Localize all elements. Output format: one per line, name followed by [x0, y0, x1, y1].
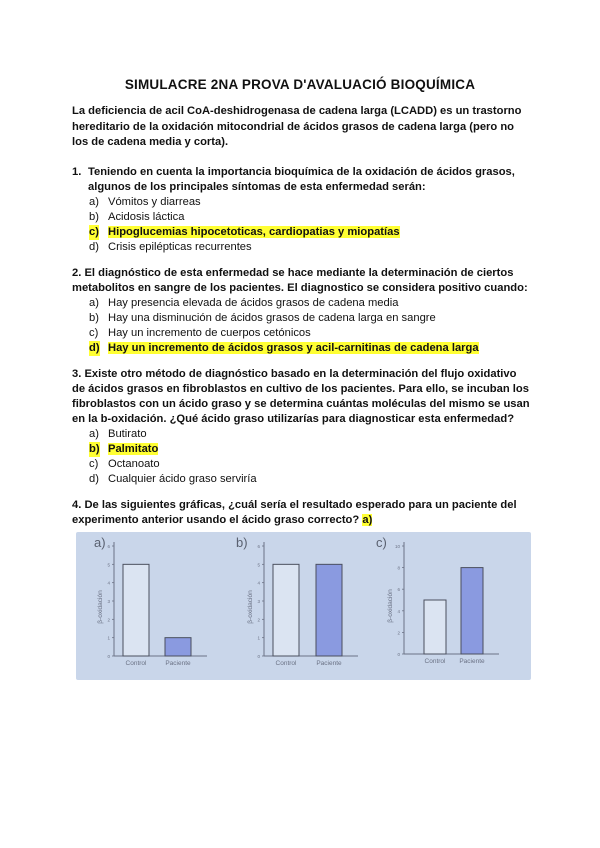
y-tick-label: 5: [257, 562, 260, 568]
intro-paragraph: La deficiencia de acil CoA-deshidrogenasa de cadena larga (LCADD) es un trastorno hereditario de la oxidación mitocondrial de ácidos grasos de cadena larga (pero no los de cadena media y corta).: [72, 105, 522, 148]
y-tick-label: 6: [107, 544, 110, 549]
option-1a[interactable]: [89, 195, 532, 210]
question-4-stem: 4. De las siguientes gráficas, ¿cuál sería el resultado esperado para un paciente del experimento anterior usando el ácido graso correcto?: [72, 499, 517, 526]
y-tick-label: 1: [107, 635, 110, 641]
option-letter: a): [89, 196, 99, 208]
option-letter: c): [89, 226, 99, 238]
panel-label: b): [236, 535, 248, 550]
y-tick-label: 4: [107, 580, 110, 586]
option-2b[interactable]: [89, 311, 532, 326]
option-1b[interactable]: [89, 210, 532, 225]
y-axis-label: β-oxidación: [247, 590, 254, 624]
bar-patient: [316, 564, 342, 656]
question-1-text: [72, 165, 532, 195]
option-letter: a): [89, 297, 99, 309]
option-letter: c): [89, 327, 99, 339]
y-tick-label: 5: [107, 562, 110, 568]
option-1d[interactable]: [89, 240, 532, 255]
option-text: Cualquier ácido graso serviría: [108, 473, 257, 485]
question-2: [72, 266, 532, 356]
bar-control: [273, 564, 299, 656]
question-4-answer: a): [362, 514, 373, 526]
charts-photo: [76, 532, 531, 680]
option-2a[interactable]: [89, 296, 532, 311]
y-axis-label: β-oxidación: [97, 590, 104, 624]
option-letter: b): [89, 312, 99, 324]
question-3: [72, 367, 532, 487]
option-3c[interactable]: [89, 457, 532, 472]
option-letter: b): [89, 211, 99, 223]
question-4: [72, 498, 532, 528]
bar-control: [123, 564, 149, 656]
option-text: Hay un incremento de cuerpos cetónicos: [108, 327, 311, 339]
option-text: Crisis epilépticas recurrentes: [108, 241, 252, 253]
question-1-stem: Teniendo en cuenta la importancia bioquímica de la oxidación de ácidos grasos, algunos de los principales síntomas de esta enfermedad serán:: [88, 166, 515, 193]
category-label: Paciente: [165, 660, 191, 667]
question-1-number: 1.: [72, 166, 82, 178]
question-4-text: [72, 498, 532, 528]
y-tick-label: 2: [397, 630, 400, 636]
option-3a[interactable]: [89, 427, 532, 442]
option-2c[interactable]: [89, 326, 532, 341]
y-tick-label: 10: [394, 544, 400, 549]
question-2-options: [72, 296, 532, 356]
option-text: Palmitato: [108, 443, 159, 455]
option-letter: d): [89, 473, 99, 485]
bar-control: [424, 600, 446, 654]
option-text: Hay una disminución de ácidos grasos de cadena larga en sangre: [108, 312, 436, 324]
y-axis-label: β-oxidación: [387, 589, 394, 623]
question-3-options: [72, 427, 532, 487]
option-text: Acidosis láctica: [108, 211, 185, 223]
option-text: Vómitos y diarreas: [108, 196, 201, 208]
option-2d-correct[interactable]: [89, 341, 532, 356]
charts-svg: [76, 532, 531, 680]
option-text: Hipoglucemias hipocetoticas, cardiopatias y miopatías: [108, 226, 400, 238]
question-1: [72, 165, 532, 255]
question-3-text: 3. Existe otro método de diagnóstico basado en la determinación del flujo oxidativo de ácidos grasos en fibroblastos en cultivo de los pacientes. Para ello, se incuban los fibroblastos con un ácido graso y se determina cuántas moléculas del mismo se usan en la b-oxidación. ¿Qué ácido graso utilizarías para diagnosticar esta enfermedad?: [72, 368, 530, 425]
option-text: Hay presencia elevada de ácidos grasos de cadena media: [108, 297, 399, 309]
y-tick-label: 4: [257, 580, 260, 586]
y-tick-label: 2: [257, 617, 260, 623]
option-letter: a): [89, 428, 99, 440]
y-tick-label: 3: [257, 599, 260, 604]
panel-label: c): [376, 535, 387, 550]
y-tick-label: 6: [397, 587, 400, 593]
option-3b-correct[interactable]: [89, 442, 532, 457]
category-label: Control: [275, 660, 297, 667]
document-title: SIMULACRE 2NA PROVA D'AVALUACIÓ BIOQUÍMICA: [124, 77, 476, 92]
option-text: Octanoato: [108, 458, 160, 470]
y-tick-label: 6: [257, 544, 260, 549]
y-tick-label: 0: [107, 654, 110, 659]
option-1c-correct[interactable]: [89, 225, 532, 240]
y-tick-label: 4: [397, 608, 400, 614]
category-label: Control: [424, 658, 446, 665]
option-letter: d): [89, 342, 100, 354]
y-tick-label: 8: [397, 565, 400, 571]
question-2-text: 2. El diagnóstico de esta enfermedad se hace mediante la determinación de ciertos metabolitos en sangre de los pacientes. El diagnostico se considera positivo cuando:: [72, 267, 528, 294]
option-text: Butirato: [108, 428, 147, 440]
y-tick-label: 0: [397, 652, 400, 657]
category-label: Paciente: [316, 660, 342, 667]
panel-label: a): [94, 535, 106, 550]
option-text: Hay un incremento de ácidos grasos y acil-carnitinas de cadena larga: [108, 342, 479, 354]
option-letter: c): [89, 458, 99, 470]
bar-patient: [461, 568, 483, 654]
bar-patient: [165, 638, 191, 656]
option-3d[interactable]: [89, 472, 532, 487]
y-tick-label: 2: [107, 617, 110, 623]
category-label: Control: [125, 660, 147, 667]
y-tick-label: 1: [257, 635, 260, 641]
y-tick-label: 0: [257, 654, 260, 659]
y-tick-label: 3: [107, 599, 110, 604]
category-label: Paciente: [459, 658, 485, 665]
option-letter: d): [89, 241, 99, 253]
question-1-options: [72, 195, 532, 255]
option-letter: b): [89, 443, 100, 455]
